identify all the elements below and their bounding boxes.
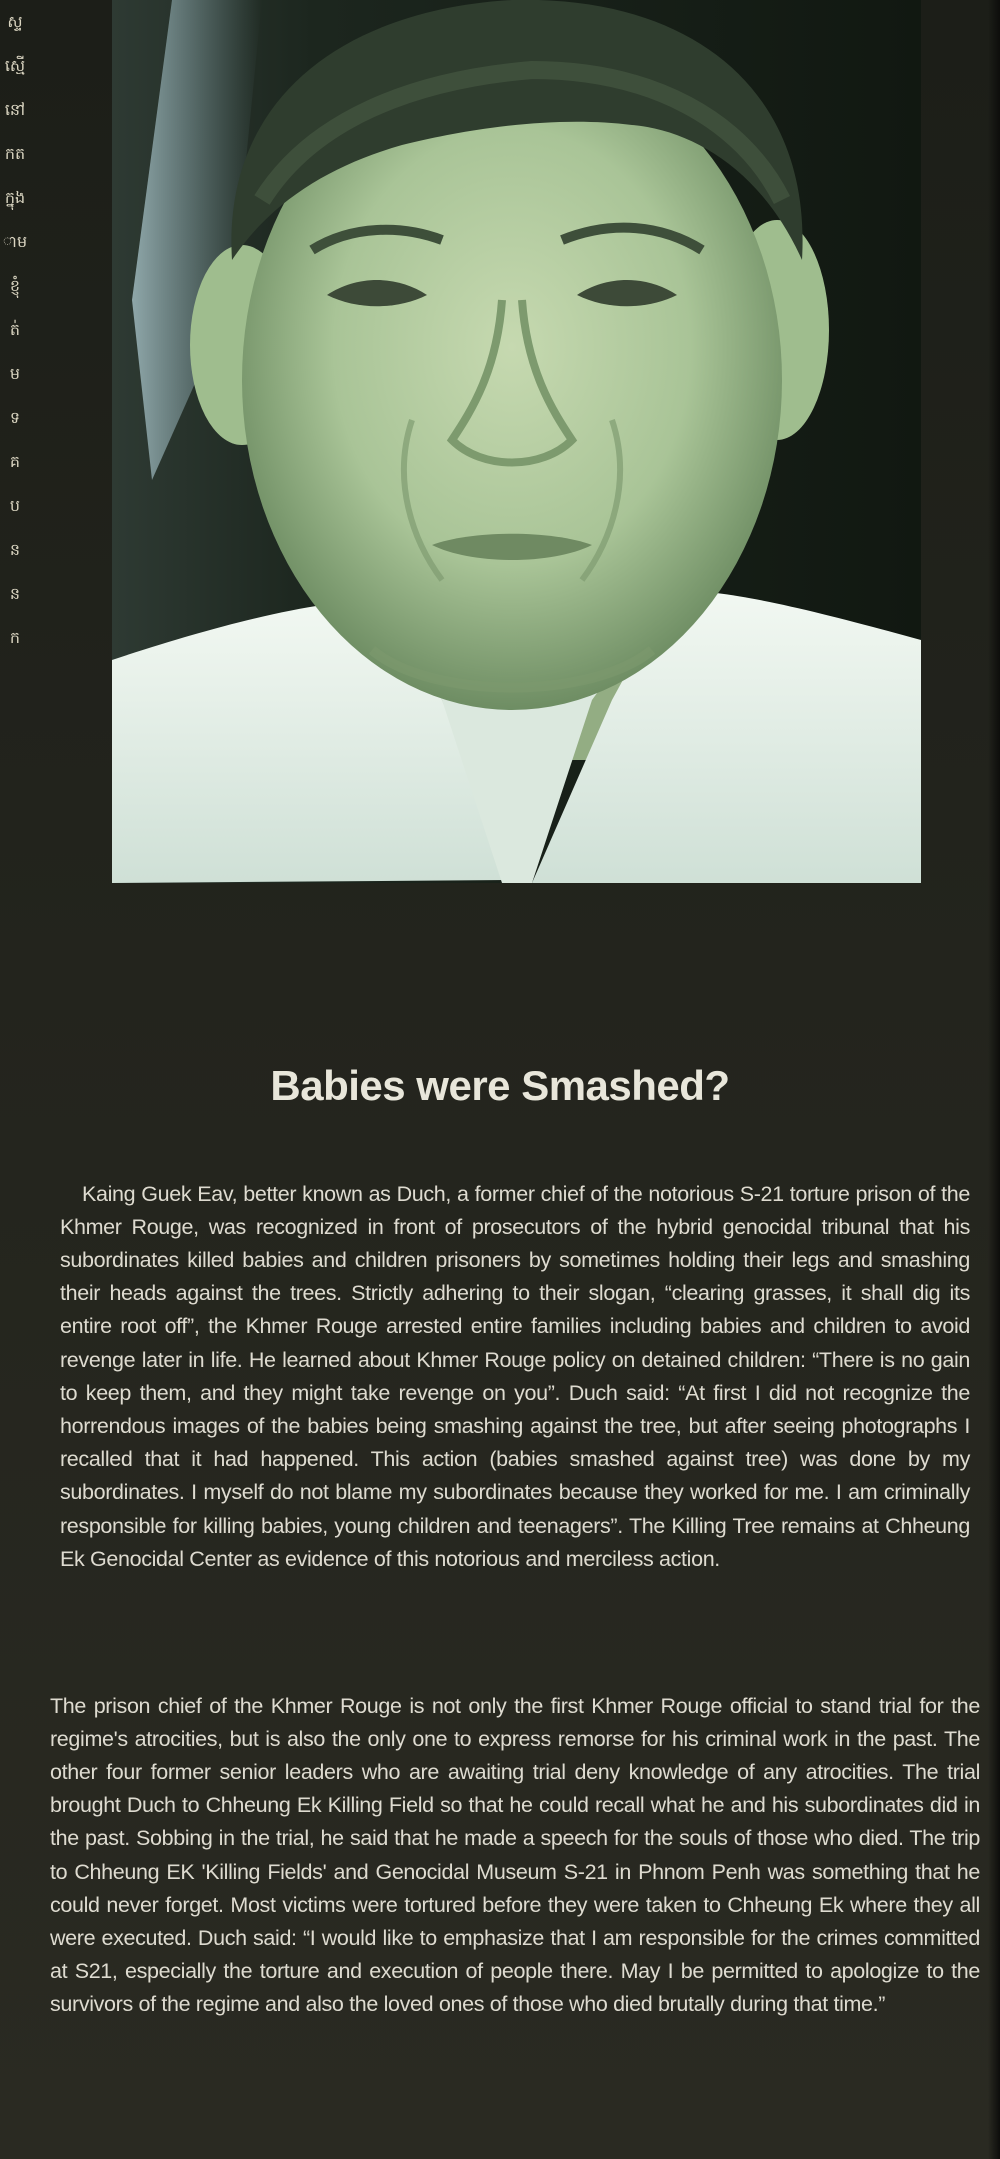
portrait-photo bbox=[112, 0, 921, 883]
margin-glyph: ស្ទ bbox=[7, 12, 23, 31]
margin-glyph: នៅ bbox=[4, 100, 26, 119]
margin-glyph: ត់ bbox=[9, 320, 21, 339]
portrait-illustration bbox=[112, 0, 921, 883]
margin-glyph: ក bbox=[9, 628, 21, 647]
panel-edge-shadow bbox=[988, 0, 1000, 2159]
margin-glyph: កត bbox=[4, 144, 26, 163]
khmer-margin-text bbox=[0, 0, 30, 660]
margin-glyph: ស្មើ bbox=[4, 56, 26, 75]
margin-glyph: ន bbox=[9, 584, 21, 603]
article-paragraph-1: Kaing Guek Eav, better known as Duch, a former chief of the notorious S-21 torture prison of the Khmer Rouge, was recognized in front of prosecutors of the hybrid genocidal tribunal that his subordinates killed babies and children prisoners by sometimes holding their legs and smashing their heads against the trees. Strictly adhering to their slogan, “clearing grasses, it shall dig its entire root off”, the Khmer Rouge arrested entire families including babies and children to avoid revenge later in life. He learned about Khmer Rouge policy on detained children: “There is no gain to keep them, and they might take revenge on you”. Duch said: “At first I did not recognize the horrendous images of the babies being smashing against the tree, but after seeing photographs I recalled that it had happened. This action (babies smashed against tree) was done by my subordinates. I myself do not blame my subordinates because they worked for me. I am criminally responsible for killing babies, young children and teenagers”. The Killing Tree remains at Chheung Ek Genocidal Center as evidence of this notorious and merciless action. bbox=[60, 1181, 970, 1571]
margin-glyph: ប bbox=[9, 496, 21, 515]
article-title: Babies were Smashed? bbox=[270, 1062, 730, 1109]
article-paragraph-2: The prison chief of the Khmer Rouge is not only the first Khmer Rouge official to stand trial for the regime's atrocities, but is also the only one to express remorse for his criminal work in the past. The other four former senior leaders who are awaiting trial deny knowledge of any atrocities. The trial brought Duch to Chheung Ek Killing Field so that he could recall what he and his subordinates did in the past. Sobbing in the trial, he said that he made a speech for the souls of those who died. The trip to Chheung EK 'Killing Fields' and Genocidal Museum S-21 in Phnom Penh was something that he could never forget. Most victims were tortured before they were taken to Chheung Ek where they all were executed. Duch said: “I would like to emphasize that I am responsible for the crimes committed at S21, especially the torture and execution of people there. May I be permitted to apologize to the survivors of the regime and also the loved ones of those who died brutally during that time.” bbox=[50, 1693, 980, 2017]
margin-glyph: ក្នុង bbox=[4, 188, 26, 207]
margin-glyph: ាម bbox=[2, 232, 28, 251]
margin-glyph: ន bbox=[9, 540, 21, 559]
margin-glyph: ខ្ញុំ bbox=[9, 276, 21, 295]
margin-glyph: គ bbox=[9, 452, 21, 471]
margin-glyph: ទ bbox=[9, 408, 21, 427]
margin-glyph: ម bbox=[9, 364, 21, 383]
